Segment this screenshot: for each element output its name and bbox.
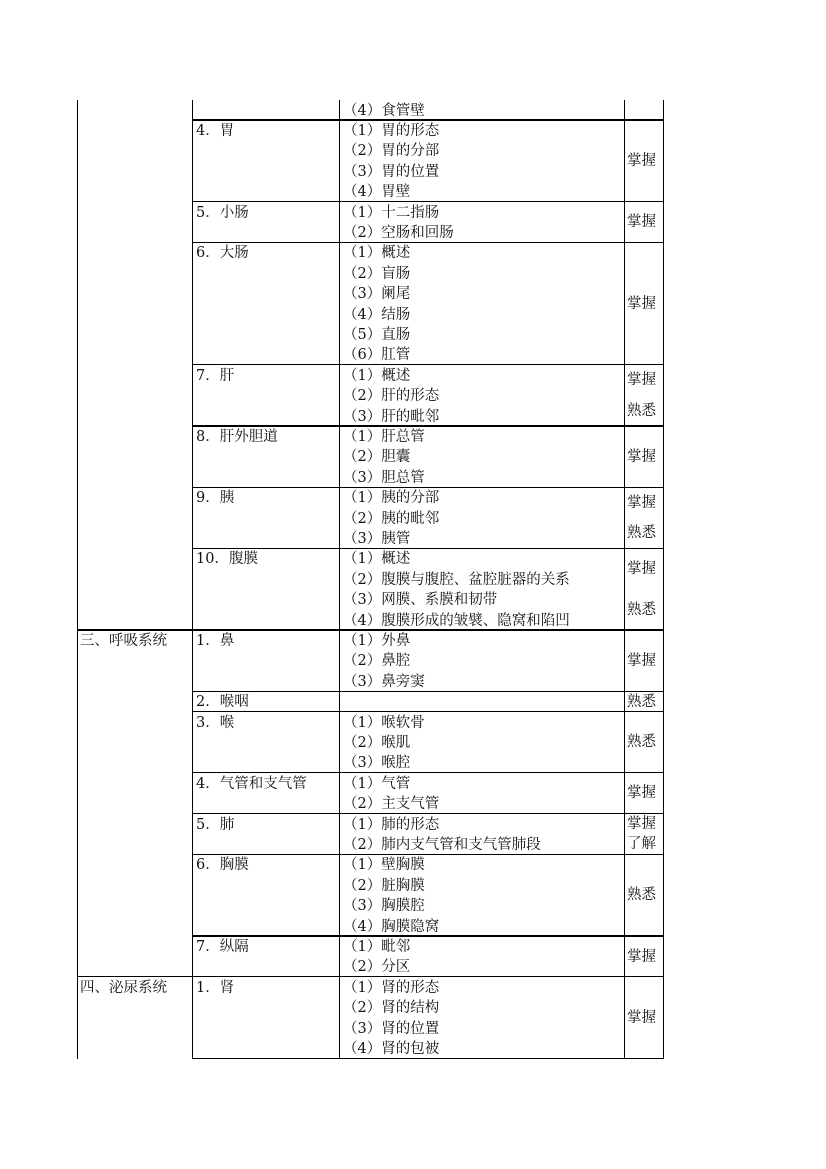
content-item: （3）胃的位置 (343, 163, 440, 180)
requirement-level: 掌握 (627, 372, 656, 389)
content-item: （5）直肠 (343, 326, 411, 343)
content-item: （4）结肠 (343, 306, 411, 323)
content-item: （1）胰的分部 (343, 490, 440, 507)
content-item: （2）空肠和回肠 (343, 224, 454, 241)
content-item: （3）阑尾 (343, 286, 411, 303)
requirement-level: 掌握 (627, 652, 656, 669)
unit-title: 3．喉 (196, 714, 235, 731)
content-item: （2）主支气管 (343, 796, 440, 813)
content-item: （1）概述 (343, 245, 411, 262)
unit-title: 2．喉咽 (196, 694, 249, 711)
content-item: （2）鼻腔 (343, 653, 411, 670)
requirement-level: 掌握 (627, 561, 656, 577)
content-item: （1）肺的形态 (343, 816, 440, 833)
unit-title: 4．胃 (196, 122, 235, 139)
requirement-level: 熟悉 (627, 887, 656, 904)
requirement-level: 掌握 (627, 494, 656, 511)
unit-title: 1．肾 (196, 979, 235, 996)
content-item: （2）分区 (343, 959, 411, 976)
requirement-level: 熟悉 (627, 734, 656, 751)
table-horizontal-rule (192, 548, 664, 549)
requirement-level: 掌握 (627, 448, 656, 465)
content-item: （1）概述 (343, 551, 411, 568)
unit-title: 4．气管和支气管 (196, 775, 307, 792)
requirement-level: 掌握 (627, 816, 656, 832)
content-item: （2）腹膜与腹腔、盆腔脏器的关系 (343, 571, 570, 588)
requirement-level: 掌握 (627, 1009, 656, 1026)
content-item: （2）肺内支气管和支气管肺段 (343, 836, 541, 853)
content-item: （3）鼻旁窦 (343, 673, 425, 690)
table-horizontal-rule (192, 364, 664, 365)
content-item: （3）喉腔 (343, 755, 411, 772)
requirement-level: 掌握 (627, 214, 656, 231)
unit-title: 9．胰 (196, 490, 235, 507)
content-item: （1）气管 (343, 775, 411, 792)
content-item: （2）胆囊 (343, 449, 411, 466)
content-item: （3）胰管 (343, 530, 411, 547)
unit-title: 1．鼻 (196, 632, 235, 649)
table-vertical-rule (77, 100, 78, 1059)
table-horizontal-rule (192, 711, 664, 712)
content-item: （1）壁胸膜 (343, 857, 425, 874)
content-item: （2）肾的结构 (343, 1000, 440, 1017)
content-item: （3）胸膜腔 (343, 898, 425, 915)
content-item: （2）喉肌 (343, 734, 411, 751)
content-item: （3）胆总管 (343, 469, 425, 486)
table-horizontal-rule (192, 691, 664, 692)
unit-title: 6．大肠 (196, 245, 249, 262)
content-item: （2）胰的毗邻 (343, 510, 440, 527)
table-vertical-rule (624, 100, 625, 1059)
content-item: （4）胃壁 (343, 184, 411, 201)
requirement-level: 掌握 (627, 785, 656, 802)
content-item: （2）胃的分部 (343, 143, 440, 160)
content-item: （4）食管壁 (343, 102, 425, 119)
unit-title: 5．小肠 (196, 204, 249, 221)
unit-title: 5．肺 (196, 816, 235, 833)
system-name: 四、泌尿系统 (80, 979, 167, 996)
requirement-level: 掌握 (627, 153, 656, 169)
content-item: （1）胃的形态 (343, 122, 440, 139)
requirement-level: 熟悉 (627, 402, 656, 419)
unit-title: 8．肝外胆道 (196, 428, 278, 445)
content-item: （1）十二指肠 (343, 204, 440, 221)
content-item: （2）脏胸膜 (343, 877, 425, 894)
content-item: （2）肝的形态 (343, 388, 440, 405)
table-vertical-rule (339, 100, 340, 1059)
content-item: （1）外鼻 (343, 632, 411, 649)
content-item: （1）肝总管 (343, 428, 425, 445)
content-item: （1）概述 (343, 367, 411, 384)
requirement-level: 掌握 (627, 295, 656, 312)
unit-title: 7．肝 (196, 367, 235, 384)
content-item: （3）肝的毗邻 (343, 408, 440, 425)
unit-title: 7．纵隔 (196, 938, 249, 955)
content-item: （2）盲肠 (343, 265, 411, 282)
content-item: （1）喉软骨 (343, 714, 425, 731)
unit-title: 10．腹膜 (196, 551, 258, 568)
content-item: （4）肾的包被 (343, 1040, 440, 1057)
table-vertical-rule (663, 100, 664, 1059)
content-item: （4）胸膜隐窝 (343, 918, 440, 935)
requirement-level: 熟悉 (627, 525, 656, 542)
unit-title: 6．胸膜 (196, 857, 249, 874)
content-item: （3）网膜、系膜和韧带 (343, 592, 498, 609)
content-item: （1）毗邻 (343, 938, 411, 955)
content-item: （1）肾的形态 (343, 979, 440, 996)
content-item: （3）肾的位置 (343, 1020, 440, 1037)
content-item: （6）肛管 (343, 347, 411, 364)
requirement-level: 熟悉 (627, 601, 656, 618)
content-item: （4）腹膜形成的皱襞、隐窝和陷凹 (343, 612, 570, 629)
requirement-level: 掌握 (627, 948, 656, 965)
requirement-level: 了解 (627, 836, 656, 853)
requirement-level: 熟悉 (627, 693, 656, 710)
table-vertical-rule (192, 100, 193, 1059)
system-name: 三、呼吸系统 (80, 632, 167, 649)
